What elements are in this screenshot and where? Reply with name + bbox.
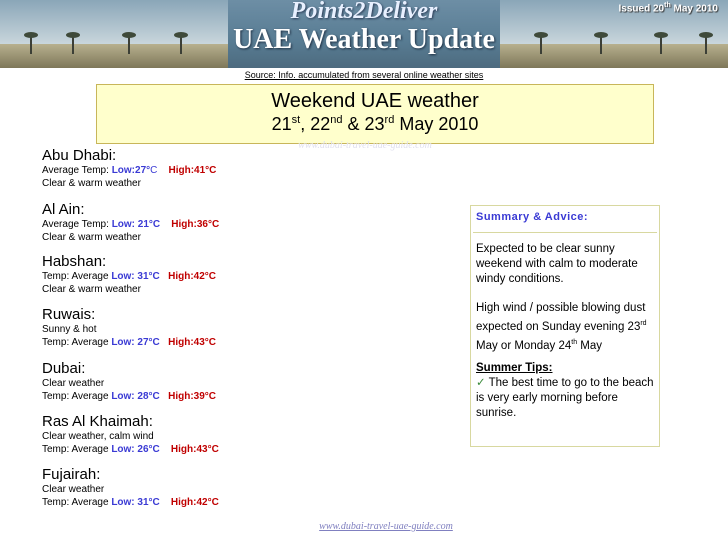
city-name: Ras Al Khaimah: xyxy=(42,413,153,430)
palm-tree-image xyxy=(540,36,542,54)
city-name: Habshan: xyxy=(42,253,107,270)
palm-tree-image xyxy=(600,36,602,54)
summer-tips-heading: Summer Tips: xyxy=(476,362,553,374)
palm-tree-image xyxy=(72,36,74,54)
city-ruwais xyxy=(42,306,302,349)
site-url-watermark: www.dubai-travel-uae-guide.com xyxy=(298,140,432,151)
city-abu-dhabi xyxy=(42,147,302,190)
weather-description: Clear & warm weather xyxy=(42,178,141,189)
site-url-link[interactable]: www.dubai-travel-uae-guide.com xyxy=(319,521,453,532)
palm-tree-image xyxy=(660,36,662,54)
palm-tree-image xyxy=(705,36,707,54)
temperature-line: Temp: Average Low: 27°C High:43°C xyxy=(42,337,217,348)
weekend-title: Weekend UAE weather xyxy=(271,90,479,112)
temperature-line: Average Temp: Low:27°C High:41°C xyxy=(42,165,217,176)
weather-description: Clear weather xyxy=(42,378,105,389)
source-note: Source: Info. accumulated from several online weather sites xyxy=(244,70,484,80)
temperature-line: Average Temp: Low: 21°C High:36°C xyxy=(42,219,220,230)
weather-description: Clear & warm weather xyxy=(42,232,141,243)
city-ras-al-khaimah xyxy=(42,413,302,456)
city-fujairah xyxy=(42,466,302,509)
brand-name: Points2Deliver xyxy=(290,0,438,24)
city-name: Fujairah: xyxy=(42,466,101,483)
city-name: Al Ain: xyxy=(42,201,85,218)
header-banner xyxy=(0,0,728,68)
temperature-line: Temp: Average Low: 31°C High:42°C xyxy=(42,271,217,282)
city-dubai xyxy=(42,360,302,403)
palm-tree-image xyxy=(30,36,32,54)
divider xyxy=(473,232,657,233)
issued-date: Issued 20th May 2010 xyxy=(618,2,718,15)
city-name: Dubai: xyxy=(42,360,86,377)
summer-tip: ✓ The best time to go to the beach is very early morning before sunrise. xyxy=(476,377,654,419)
city-name: Abu Dhabi: xyxy=(42,147,117,164)
temperature-line: Temp: Average Low: 31°C High:42°C xyxy=(42,497,219,508)
summary-wind-warning: High wind / possible blowing dust expected on Sunday evening 23rd May or Monday 24th May xyxy=(476,302,647,352)
summary-forecast: Expected to be clear sunny weekend with calm to moderate windy conditions. xyxy=(476,243,638,285)
weather-description: Clear & warm weather xyxy=(42,284,141,295)
weather-description: Clear weather xyxy=(42,484,105,495)
summary-heading: Summary & Advice: xyxy=(476,211,589,223)
check-icon: ✓ xyxy=(476,377,486,389)
summary-advice-box xyxy=(470,205,660,447)
weekend-dates: 21st, 22nd & 23rd May 2010 xyxy=(271,114,479,134)
temperature-line: Temp: Average Low: 28°C High:39°C xyxy=(42,391,217,402)
palm-tree-image xyxy=(128,36,130,54)
weather-description: Sunny & hot xyxy=(42,324,97,335)
palm-tree-image xyxy=(180,36,182,54)
temperature-line: Temp: Average Low: 26°C High:43°C xyxy=(42,444,219,455)
weekend-heading-box xyxy=(96,84,654,144)
city-al-ain xyxy=(42,201,302,244)
city-name: Ruwais: xyxy=(42,306,96,323)
page-title: UAE Weather Update xyxy=(233,24,495,55)
city-habshan xyxy=(42,253,302,296)
weather-description: Clear weather, calm wind xyxy=(42,431,154,442)
